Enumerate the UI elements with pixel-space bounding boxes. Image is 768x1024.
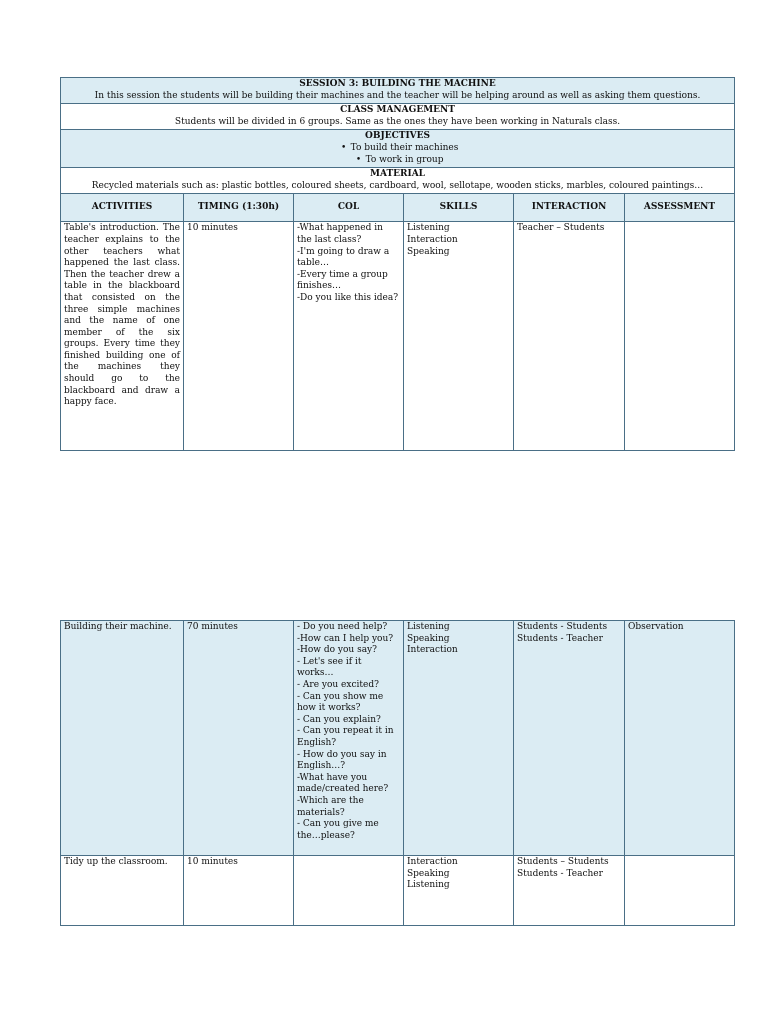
objectives-title: OBJECTIVES (365, 131, 430, 142)
activity-cell: Building their machine. (61, 621, 184, 856)
session-title: SESSION 3: BUILDING THE MACHINE (299, 79, 496, 89)
objectives-cell (61, 130, 735, 168)
timing-cell: 70 minutes (184, 621, 294, 856)
header-activities: ACTIVITIES (61, 194, 184, 222)
session-cell (61, 78, 735, 104)
bullet-icon: • (355, 154, 362, 165)
objective-item: • To work in group (64, 155, 731, 167)
interaction-cell: Students – Students Students - Teacher (514, 856, 625, 926)
table-row (61, 621, 735, 856)
timing-cell: 10 minutes (184, 222, 294, 451)
bullet-icon: • (341, 142, 347, 153)
objectives-row (61, 130, 735, 168)
lesson-plan-table-bottom (60, 620, 735, 926)
col-cell: -What happened in the last class? -I'm going to draw a table… -Every time a group finishes… -Do you like this idea? (294, 222, 404, 451)
skills-cell: Listening Interaction Speaking (404, 222, 514, 451)
table-row (61, 222, 735, 451)
class-management-cell (61, 104, 735, 130)
objective-item: • To build their machines (64, 143, 731, 155)
session-description: In this session the students will be building their machines and the teacher will be helping around as well as asking them questions. (94, 90, 701, 101)
col-cell (294, 856, 404, 926)
class-management-text: Students will be divided in 6 groups. Same as the ones they have been working in Naturals class. (174, 116, 621, 127)
header-skills: SKILLS (404, 194, 514, 222)
table-row (61, 856, 735, 926)
skills-cell: Interaction Speaking Listening (404, 856, 514, 926)
header-interaction: INTERACTION (514, 194, 625, 222)
material-cell (61, 168, 735, 194)
assessment-cell (625, 222, 735, 451)
material-row (61, 168, 735, 194)
class-management-title: CLASS MANAGEMENT (340, 105, 455, 116)
activity-cell: Table's introduction. The teacher explains to the other teachers what happened the last class. Then the teacher drew a table in the blackboard that consisted on the three simple machines and the name of one member of the six groups. Every time they finished building one of the machines they should go to the blackboard and draw a happy face. (61, 222, 184, 451)
skills-cell: Listening Speaking Interaction (404, 621, 514, 856)
header-timing: TIMING (1:30h) (184, 194, 294, 222)
assessment-cell (625, 856, 735, 926)
class-management-row (61, 104, 735, 130)
col-cell: - Do you need help? -How can I help you? -How do you say? - Let's see if it works… - Are you excited? - Can you show me how it works? - Can you explain? - Can you repeat it in English? - How do you say in English…? -What have you made/created here? -Which are the materials? - Can you give me the…please? (294, 621, 404, 856)
header-row (61, 194, 735, 222)
material-title: MATERIAL (370, 169, 426, 180)
interaction-cell: Students - Students Students - Teacher (514, 621, 625, 856)
material-text: Recycled materials such as: plastic bottles, coloured sheets, cardboard, wool, sellotape, wooden sticks, marbles, coloured paintings… (91, 180, 704, 191)
activity-cell: Tidy up the classroom. (61, 856, 184, 926)
session-row (61, 78, 735, 104)
assessment-cell: Observation (625, 621, 735, 856)
header-assessment: ASSESSMENT (625, 194, 735, 222)
timing-cell: 10 minutes (184, 856, 294, 926)
interaction-cell: Teacher – Students (514, 222, 625, 451)
lesson-plan-table-top (60, 77, 735, 451)
header-col: COL (294, 194, 404, 222)
